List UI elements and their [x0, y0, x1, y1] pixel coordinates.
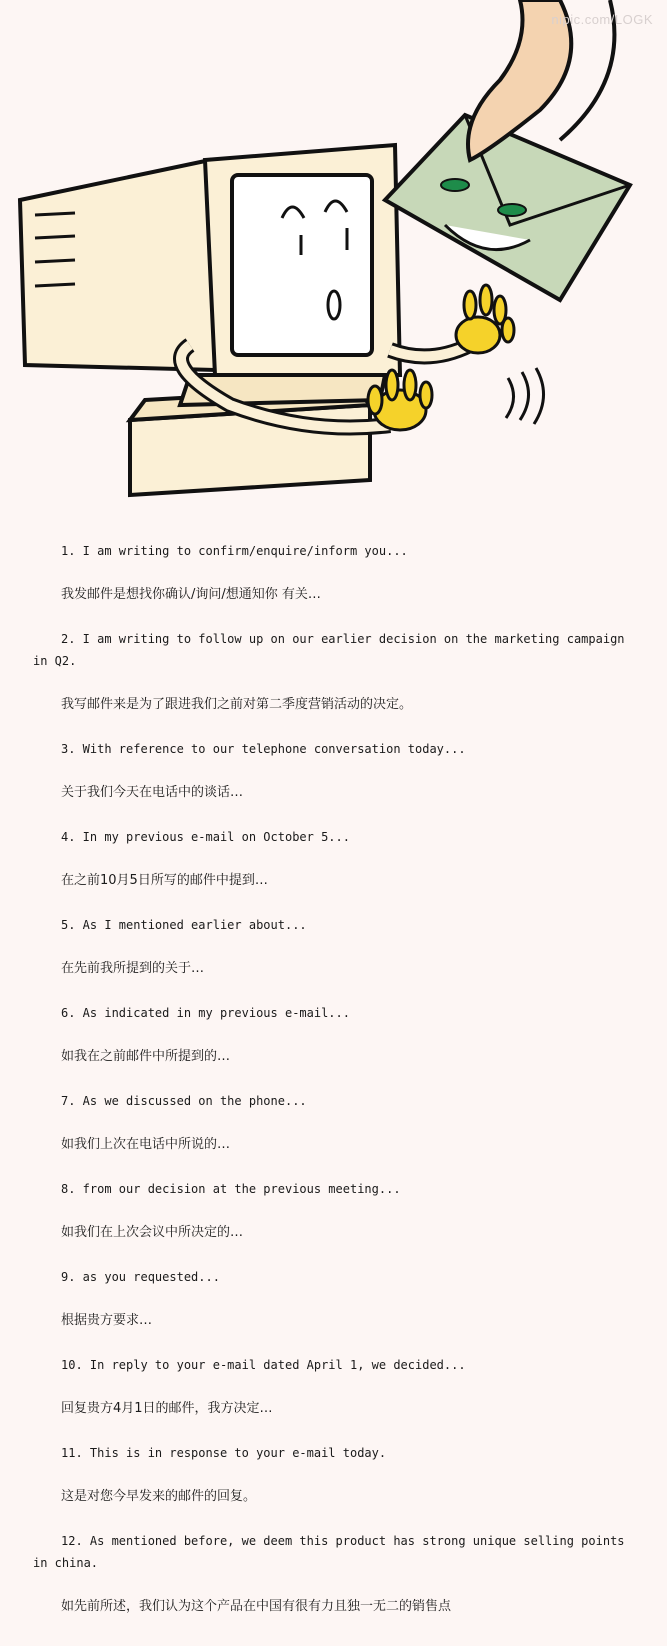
- chinese-translation: 我写邮件来是为了跟进我们之前对第二季度营销活动的决定。: [61, 697, 413, 712]
- phrase-item: [33, 1178, 633, 1244]
- chinese-translation: 根据贵方要求…: [61, 1313, 153, 1328]
- phrase-item: [33, 1090, 633, 1156]
- english-phrase: 3. With reference to our telephone conversation today...: [61, 742, 466, 756]
- english-phrase: 11. This is in response to your e-mail today.: [61, 1446, 387, 1460]
- english-phrase: 12. As mentioned before, we deem this product has strong unique selling points in china.: [33, 1534, 625, 1570]
- phrase-item: [33, 1002, 633, 1068]
- chinese-translation: 在先前我所提到的关于…: [61, 961, 205, 976]
- chinese-translation: 这是对您今早发来的邮件的回复。: [61, 1489, 257, 1504]
- cartoon-illustration: [0, 0, 667, 520]
- phrase-item: [33, 738, 633, 804]
- computer-receiving-email-cartoon: [0, 0, 667, 520]
- chinese-translation: 如我在之前邮件中所提到的…: [61, 1049, 231, 1064]
- english-phrase: 1. I am writing to confirm/enquire/inform you...: [61, 544, 408, 558]
- chinese-translation: 我发邮件是想找你确认/询问/想通知你 有关…: [61, 587, 321, 602]
- phrase-item: [33, 628, 633, 716]
- english-phrase: 9. as you requested...: [61, 1270, 220, 1284]
- watermark: nipic.com/LOGK: [551, 12, 653, 27]
- phrase-item: [33, 1530, 633, 1618]
- phrase-item: [33, 914, 633, 980]
- english-phrase: 7. As we discussed on the phone...: [61, 1094, 307, 1108]
- chinese-translation: 如先前所述，我们认为这个产品在中国有很有力且独一无二的销售点: [61, 1599, 452, 1614]
- phrase-list: [33, 540, 633, 1640]
- chinese-translation: 回复贵方4月1日的邮件，我方决定…: [61, 1401, 273, 1416]
- english-phrase: 8. from our decision at the previous meeting...: [61, 1182, 401, 1196]
- phrase-item: [33, 1266, 633, 1332]
- english-phrase: 4. In my previous e-mail on October 5...: [61, 830, 350, 844]
- english-phrase: 10. In reply to your e-mail dated April 1, we decided...: [61, 1358, 466, 1372]
- chinese-translation: 在之前10月5日所写的邮件中提到…: [61, 873, 268, 888]
- phrase-item: [33, 540, 633, 606]
- phrase-item: [33, 1442, 633, 1508]
- english-phrase: 2. I am writing to follow up on our earlier decision on the marketing campaign in Q2.: [33, 632, 625, 668]
- english-phrase: 5. As I mentioned earlier about...: [61, 918, 307, 932]
- phrase-item: [33, 1354, 633, 1420]
- chinese-translation: 关于我们今天在电话中的谈话…: [61, 785, 244, 800]
- english-phrase: 6. As indicated in my previous e-mail...: [61, 1006, 350, 1020]
- phrase-item: [33, 826, 633, 892]
- chinese-translation: 如我们上次在电话中所说的…: [61, 1137, 231, 1152]
- chinese-translation: 如我们在上次会议中所决定的…: [61, 1225, 244, 1240]
